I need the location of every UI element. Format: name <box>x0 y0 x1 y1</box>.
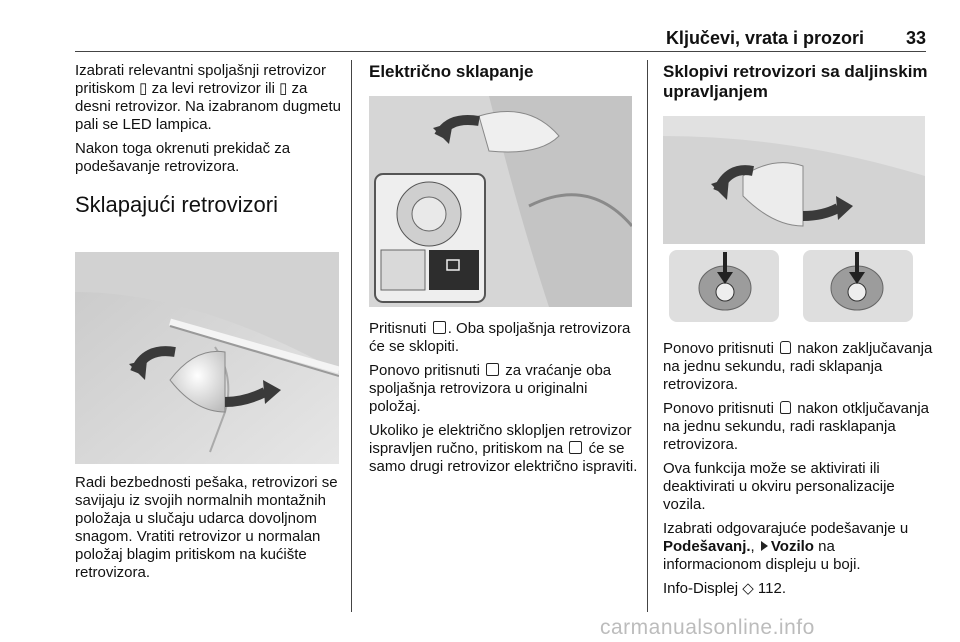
page-reference-icon: ◇ <box>742 580 754 597</box>
mirror-fold-button-icon <box>569 441 582 454</box>
col2-p1-pre: Pritisnuti <box>369 320 427 337</box>
col1-paragraph-3: Radi bezbednosti pešaka, retrovizori se savijaju iz svojih normalnih montažnih položaja u slučaju udarca dovoljnom snagom. Vratiti retrovizor u normalan položaj blagim pritiskom na kućište retrovizora. <box>75 474 338 581</box>
section-heading-folding-mirrors: Sklapajući retrovizori <box>75 192 278 217</box>
col2-p3-post: će se samo drugi retrovizor električno ispraviti. <box>369 440 638 475</box>
col3-paragraph-1 <box>663 340 933 394</box>
section-heading-remote-folding: Sklopivi retrovizori sa daljinskim upravljanjem <box>663 62 928 101</box>
menu-path-vehicle: Vozilo <box>770 538 814 555</box>
col3-p1-post: nakon zaključavanja na jednu sekundu, radi sklapanja retrovizora. <box>663 340 933 393</box>
col3-p2-post: nakon otključavanja na jednu sekundu, radi rasklapanja retrovizora. <box>663 400 930 453</box>
col3-paragraph-2 <box>663 400 933 454</box>
watermark: carmanualsonline.info <box>600 616 815 639</box>
col2-p2-pre: Ponovo pritisnuti <box>369 362 480 379</box>
col3-paragraph-3: Ova funkcija može se aktivirati ili deaktivirati u okviru personalizacije vozila. <box>663 460 895 513</box>
column-3 <box>663 62 933 110</box>
col3-paragraph-4 <box>663 520 933 574</box>
col2-paragraph-1 <box>369 320 639 356</box>
column-divider-2 <box>647 60 648 612</box>
column-3-lower <box>663 340 933 604</box>
chapter-title: Ključevi, vrata i prozori <box>665 28 864 48</box>
mirror-fold-button-icon <box>433 321 446 334</box>
section-heading-electric-folding: Električno sklapanje <box>369 62 534 81</box>
col2-p2-post: za vraćanje oba spoljašnja retrovizora u originalni položaj. <box>369 362 612 415</box>
page-number: 33 <box>905 28 926 48</box>
col1-paragraph-2: Nakon toga okrenuti prekidač za podešavanje retrovizora. <box>75 140 291 175</box>
page-header <box>75 26 926 50</box>
lock-icon <box>780 341 791 354</box>
column-2 <box>369 62 639 90</box>
column-2-lower <box>369 320 639 482</box>
mirror-fold-button-icon <box>486 363 499 376</box>
remote-folding-illustration <box>663 116 925 327</box>
col3-p4-pre: Izabrati odgovarajuće podešavanje u <box>663 520 909 537</box>
col1-paragraph-1: Izabrati relevantni spoljašnji retrovizor pritiskom ▯ za levi retrovizor ili ▯ za desni retrovizor. Na izabranom dugmetu pali se LED lampica. <box>75 62 341 133</box>
col3-p4-post: na informacionom displeju u boji. <box>663 538 861 573</box>
col2-paragraph-2 <box>369 362 639 416</box>
col2-p3-pre: Ukoliko je električno sklopljen retrovizor ispravljen ručno, pritiskom na <box>369 422 632 457</box>
column-1-lower <box>75 474 345 588</box>
col2-paragraph-3 <box>369 422 639 476</box>
column-1 <box>75 62 345 230</box>
col3-p2-pre: Ponovo pritisnuti <box>663 400 774 417</box>
col2-p1-post: . Oba spoljašnja retrovizora će se sklopiti. <box>369 320 631 355</box>
col3-p5-pre: Info-Displej <box>663 580 739 597</box>
menu-path-separator: , <box>750 538 755 555</box>
header-divider <box>75 51 926 52</box>
col3-paragraph-5 <box>663 580 933 598</box>
column-divider-1 <box>351 60 352 612</box>
page-reference: 112. <box>757 580 787 597</box>
mirror-switch-illustration <box>369 96 632 307</box>
mirror-fold-illustration <box>75 252 339 464</box>
menu-path-settings: Podešavanj. <box>663 538 751 555</box>
unlock-icon <box>780 401 791 414</box>
menu-arrow-icon <box>761 541 768 551</box>
col3-p1-pre: Ponovo pritisnuti <box>663 340 774 357</box>
